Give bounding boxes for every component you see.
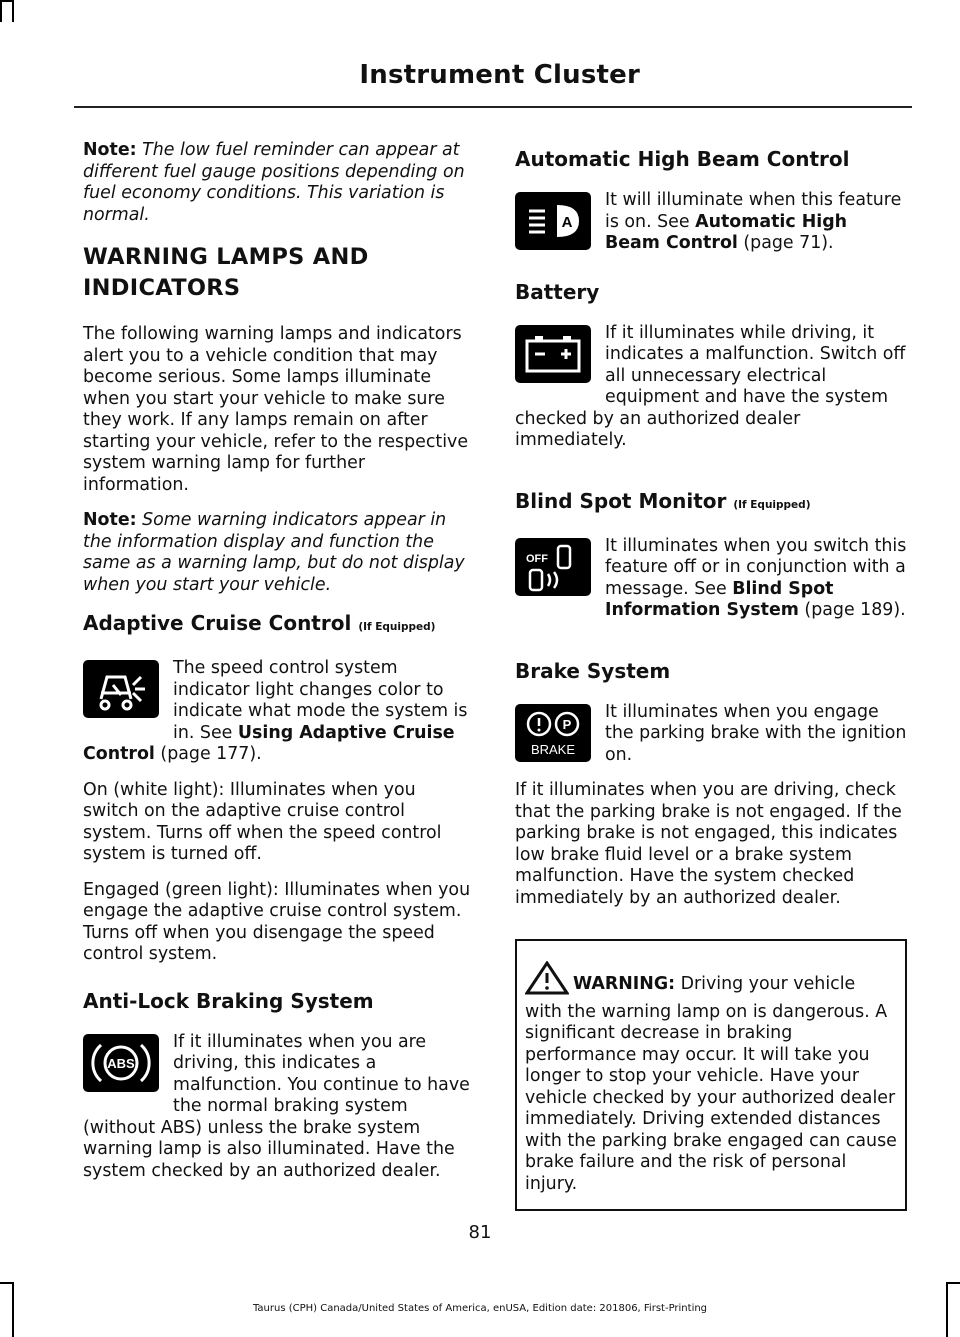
blind-spot-icon [515, 538, 591, 596]
svg-text:P: P [562, 716, 572, 732]
acc-page-link[interactable]: Using Adaptive Cruise Control [83, 722, 455, 764]
brake-heading: Brake System [515, 658, 671, 683]
battery-description: If it illuminates while driving, it indicates a malfunction. Switch off all unnecessary electrical equipment and have the system checked by an authorized dealer immediately. [515, 322, 906, 450]
bsm-heading: Blind Spot Monitor (If Equipped) [515, 488, 811, 513]
adaptive-cruise-icon [83, 660, 159, 718]
battery-icon [515, 325, 591, 383]
abs-heading: Anti-Lock Braking System [83, 988, 374, 1013]
page-number: 81 [468, 1222, 492, 1243]
brake-description-2: If it illuminates when you are driving, check that the parking brake is not engaged. If the parking brake is not engaged, this indicates low brake fluid level or a brake system malfunction. Have the system checked immediately by an authorized dealer. [515, 780, 902, 908]
warning-text: Driving your vehicle with the warning lamp on is dangerous. A significant decrease in braking performance may occur. It will take you longer to stop your vehicle. Have your vehicle checked by your authorized dealer immediately. Driving extended distances with the parking brake engaged can cause brake failure and the risk of personal injury. [525, 974, 897, 1194]
ahb-heading: Automatic High Beam Control [515, 147, 850, 171]
brake-icon [515, 704, 591, 762]
display-note: Note: Some warning indicators appear in the information display and function the same as a warning lamp, but do not display when you start your vehicle. [83, 510, 465, 595]
svg-text:OFF: OFF [526, 552, 548, 565]
left-column [83, 140, 475, 1196]
crop-mark [946, 1282, 960, 1284]
abs-icon [83, 1034, 159, 1092]
crop-mark [0, 0, 2, 22]
bsm-page-link[interactable]: Blind Spot Information System [605, 578, 834, 620]
battery-heading: Battery [515, 279, 600, 304]
svg-text:A: A [561, 214, 573, 231]
svg-text:BRAKE: BRAKE [530, 741, 576, 757]
fuel-note: Note: The low fuel reminder can appear at different fuel gauge positions depending on fuel economy conditions. This variation is normal. [83, 140, 465, 225]
crop-mark [12, 0, 14, 22]
warning-label: WARNING: [573, 974, 676, 994]
svg-text:ABS: ABS [107, 1055, 135, 1071]
page-header-title: Instrument Cluster [359, 60, 640, 90]
intro-paragraph: The following warning lamps and indicators alert you to a vehicle condition that may become serious. Some lamps illuminate when you start your vehicle to make sure they work. If any lamps remain on after starting your vehicle, refer to the respective system warning lamp for further information. [83, 324, 469, 495]
warning-triangle-icon [525, 961, 569, 1002]
brake-description-1: It illuminates when you engage the parking brake with the ignition on. [605, 701, 907, 765]
bsm-description: It illuminates when you switch this feature off or in conjunction with a message. See Blind Spot Information System (page 189). [605, 535, 907, 620]
header-rule [74, 106, 912, 108]
page-footer: Taurus (CPH) Canada/United States of America, enUSA, Edition date: 201806, First-Printing [252, 1303, 708, 1314]
acc-on-text: On (white light): Illuminates when you switch on the adaptive cruise control system. Turns off when the speed control system is turned off. [83, 779, 442, 864]
auto-high-beam-icon [515, 192, 591, 250]
ahb-page-link[interactable]: Automatic High Beam Control [605, 211, 848, 253]
crop-mark [0, 1282, 14, 1284]
abs-description: If it illuminates when you are driving, this indicates a malfunction. You continue to have the normal braking system (without ABS) unless the brake system warning lamp is also illuminated. Have the system checked by an authorized dealer. [83, 1031, 470, 1181]
warning-box [515, 939, 907, 1211]
acc-engaged-text: Engaged (green light): Illuminates when you engage the adaptive cruise control system. Turns off when you disengage the speed control system. [83, 879, 471, 964]
ahb-description: It will illuminate when this feature is on. See Automatic High Beam Control (page 71). [605, 190, 902, 253]
acc-description: The speed control system indicator light changes color to indicate what mode the system is in. See Using Adaptive Cruise Control (page 177). [83, 658, 468, 764]
right-column [515, 140, 907, 1211]
section-title: WARNING LAMPS AND INDICATORS [83, 244, 369, 301]
acc-heading: Adaptive Cruise Control (If Equipped) [83, 611, 436, 635]
